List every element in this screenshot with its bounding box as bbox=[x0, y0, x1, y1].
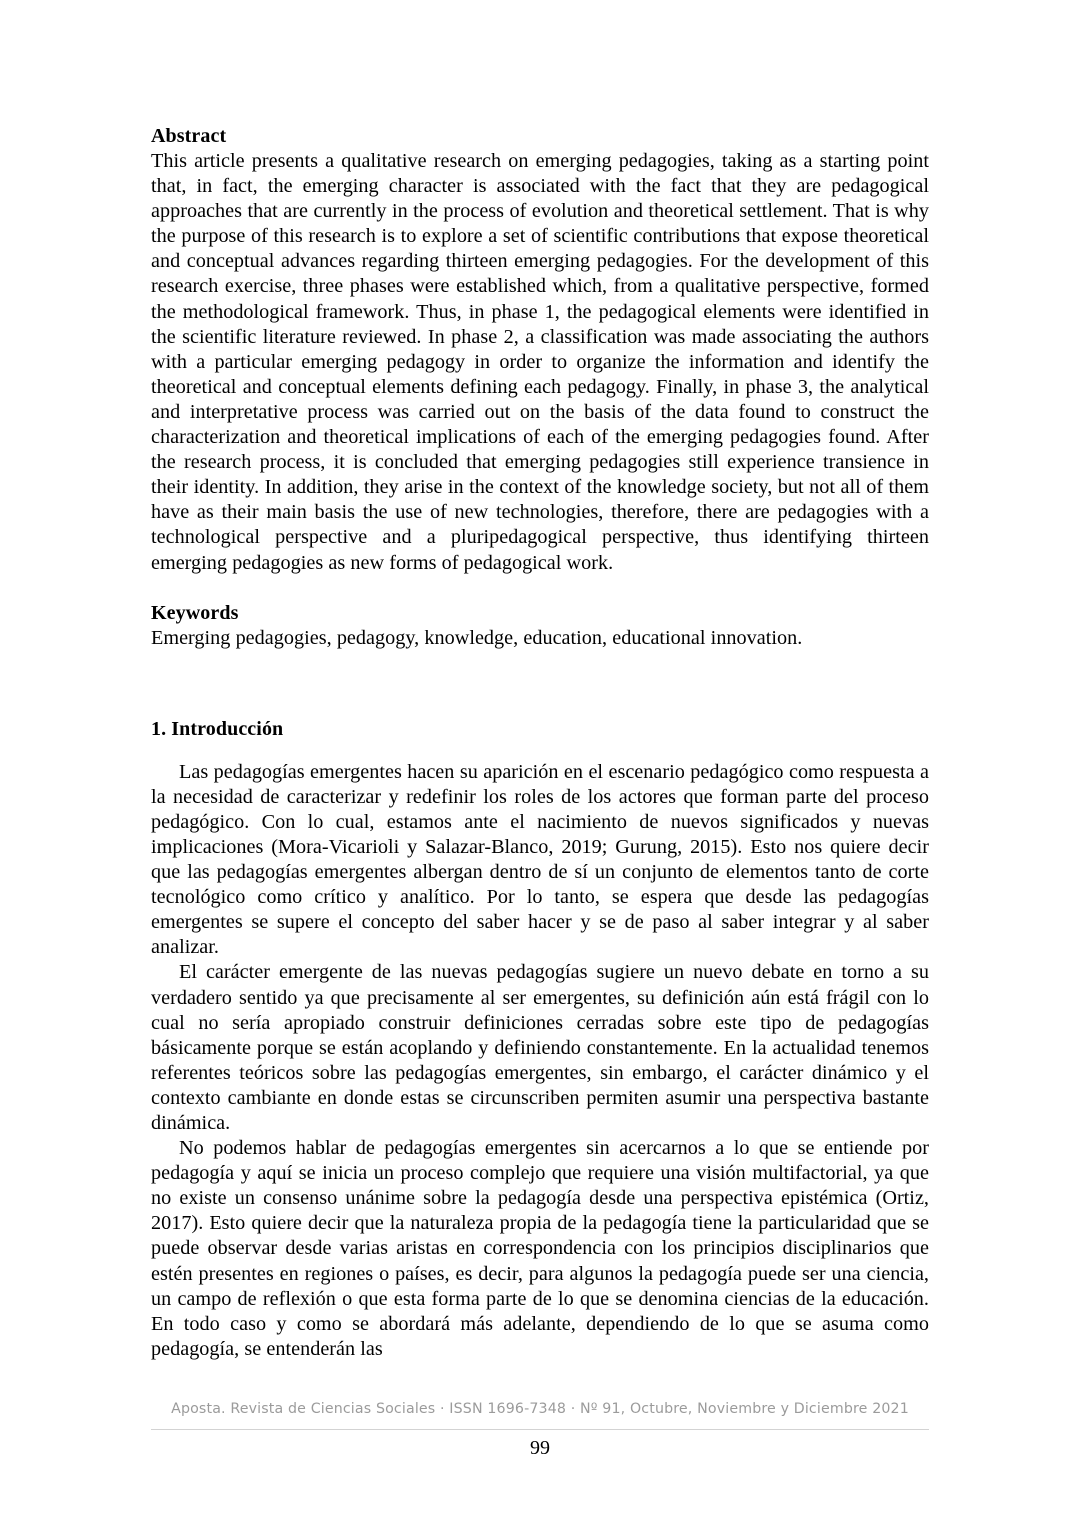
page-number: 99 bbox=[530, 1437, 550, 1459]
footer-journal-credit: Aposta. Revista de Ciencias Sociales · ISSN 1696-7348 · Nº 91, Octubre, Noviembre y Diciembre 2021 bbox=[171, 1401, 909, 1417]
keywords-list: Emerging pedagogies, pedagogy, knowledge, education, educational innovation. bbox=[151, 626, 803, 649]
introduction-paragraph-2: El carácter emergente de las nuevas pedagogías sugiere un nuevo debate en torno a su verdadero sentido ya que precisamente al ser emergentes, su definición aún está frágil con lo cual no sería apropiado construir definiciones cerradas sobre este tipo de pedagogías básicamente porque se están acoplando y definiendo constantemente. En la actualidad tenemos referentes teóricos sobre las pedagogías emergentes, sin embargo, el carácter dinámico y el contexto cambiante en donde estas se circunscriben permiten asumir una perspectiva bastante dinámica. bbox=[151, 961, 929, 1134]
introduction-section bbox=[151, 717, 929, 1362]
keywords-section bbox=[151, 601, 929, 651]
footer-divider bbox=[151, 1429, 929, 1430]
abstract-heading: Abstract bbox=[151, 125, 227, 147]
introduction-paragraph-1: Las pedagogías emergentes hacen su aparición en el escenario pedagógico como respuesta a la necesidad de caracterizar y redefinir los roles de los actores que forman parte del proceso pedagógico. Con lo cual, estamos ante el nacimiento de nuevos significados y nuevas implicaciones (Mora-Vicarioli y Salazar-Blanco, 2019; Gurung, 2015). Esto nos quiere decir que las pedagogías emergentes albergan dentro de sí un conjunto de elementos tanto de corte tecnológico como crítico y analítico. Por lo tanto, se espera que desde las pedagogías emergentes se supere el concepto del saber hacer y se de paso al saber integrar y al saber analizar. bbox=[151, 760, 929, 959]
abstract-section bbox=[151, 124, 929, 576]
abstract-paragraph: This article presents a qualitative research on emerging pedagogies, taking as a starting point that, in fact, the emerging character is associated with the fact that they are pedagogical approaches that are currently in the process of evolution and theoretical settlement. That is why the purpose of this research is to explore a set of scientific contributions that expose theoretical and conceptual advances regarding thirteen emerging pedagogies. For the development of this research exercise, three phases were established which, from a qualitative perspective, formed the methodological framework. Thus, in phase 1, the pedagogical elements were identified in the scientific literature reviewed. In phase 2, a classification was made associating the authors with a particular emerging pedagogy in order to organize the information and identify the theoretical and conceptual elements defining each pedagogy. Finally, in phase 3, the analytical and interpretative process was carried out on the basis of the data found to construct the characterization and theoretical implications of each of the emerging pedagogies found. After the research process, it is concluded that emerging pedagogies still experience transience in their identity. In addition, they arise in the context of the knowledge society, but not all of them have as their main basis the use of new technologies, therefore, there are pedagogies with a technological perspective and a pluripedagogical perspective, thus identifying thirteen emerging pedagogies as new forms of pedagogical work. bbox=[151, 150, 929, 574]
introduction-paragraph-3: No podemos hablar de pedagogías emergentes sin acercarnos a lo que se entiende por pedagogía y aquí se inicia un proceso complejo que requiere una visión multifactorial, ya que no existe un consenso unánime sobre la pedagogía desde una perspectiva epistémica (Ortiz, 2017). Esto quiere decir que la naturaleza propia de la pedagogía tiene la particularidad que se puede observar desde varias aristas en correspondencia con los principios disciplinarios que estén presentes en regiones o países, es decir, para algunos la pedagogía puede ser una ciencia, un campo de reflexión o que esta forma parte de lo que se denomina ciencias de la educación. En todo caso y como se abordará más adelante, dependiendo de lo que se asuma como pedagogía, se entenderán las bbox=[151, 1137, 929, 1360]
page-footer bbox=[151, 1400, 929, 1461]
keywords-heading: Keywords bbox=[151, 601, 239, 624]
page-content-column bbox=[151, 124, 929, 1362]
introduction-heading: 1. Introducción bbox=[151, 717, 284, 740]
